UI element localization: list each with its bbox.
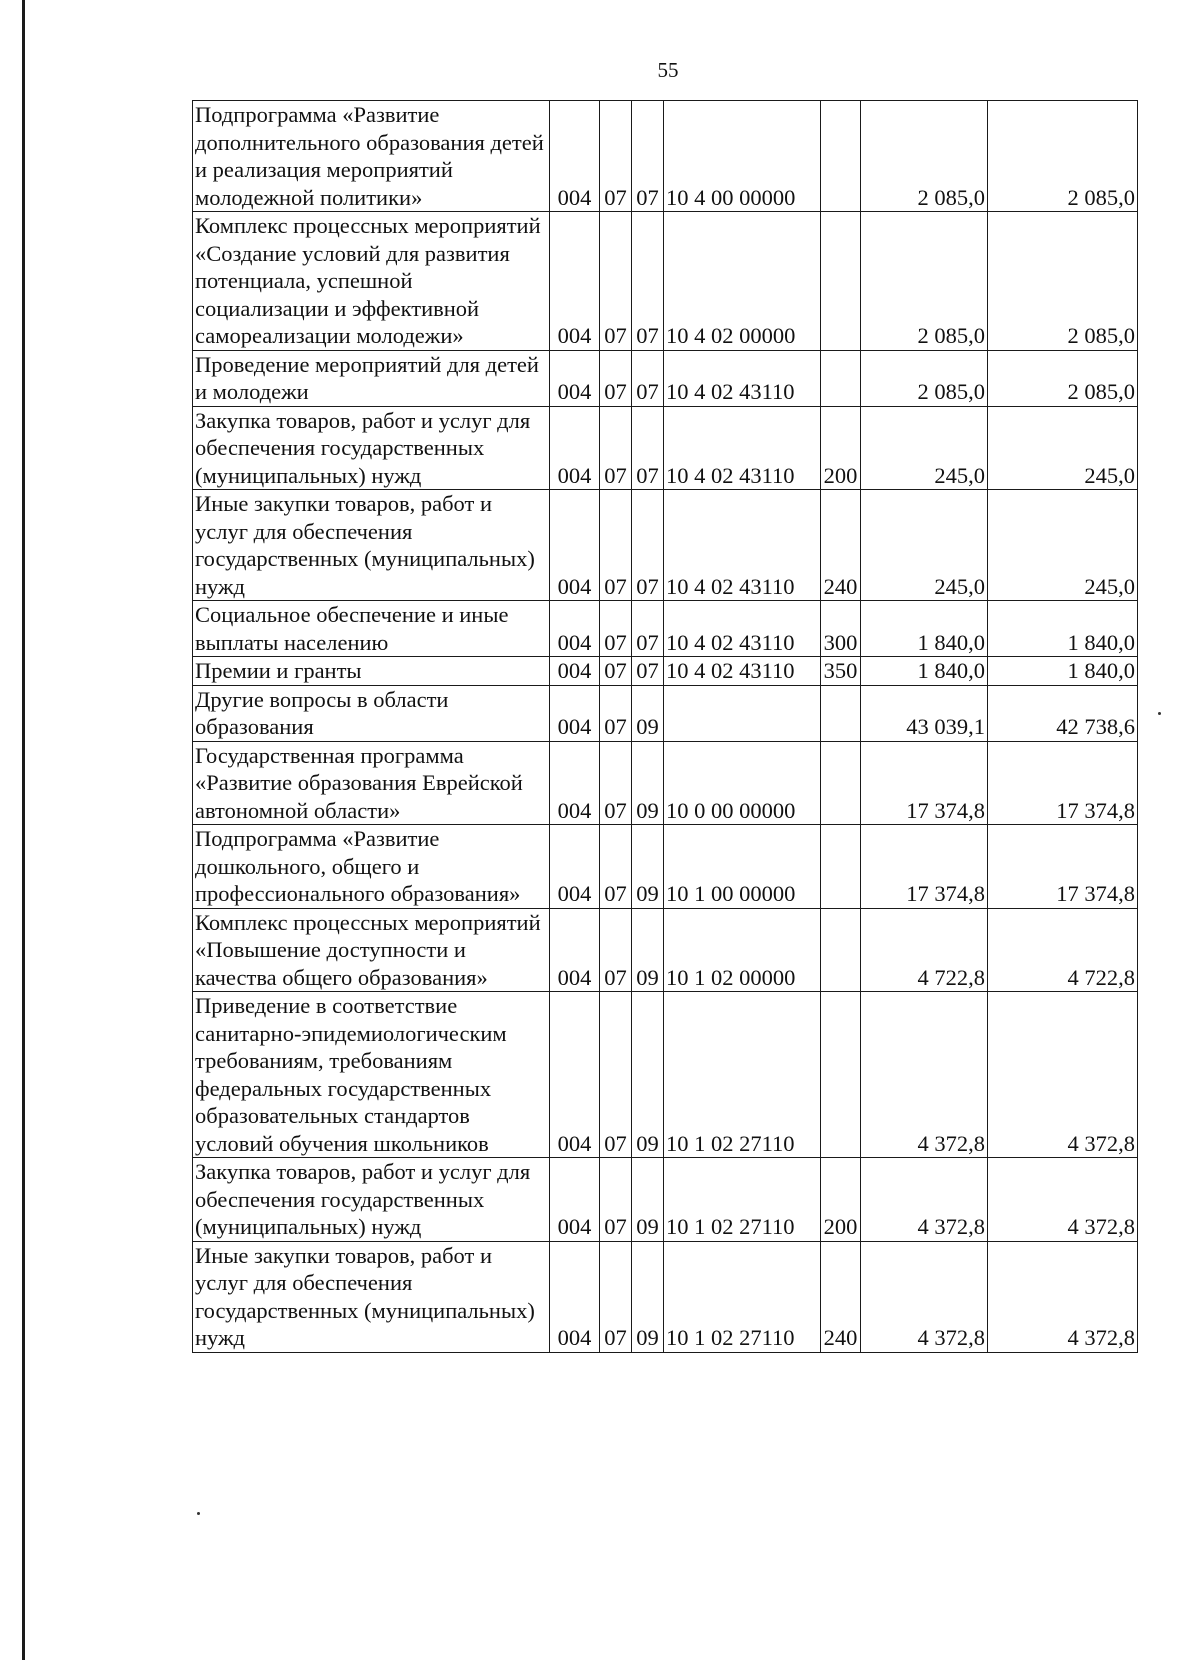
table-row — [193, 741, 1138, 825]
row-name-cell: Комплекс процессных мероприятий «Повышение доступности и качества общего образования» — [193, 908, 550, 992]
expense-type-cell: 200 — [821, 406, 861, 490]
row-name-cell: Подпрограмма «Развитие дошкольного, общего и профессионального образования» — [193, 825, 550, 909]
row-name-cell: Закупка товаров, работ и услуг для обеспечения государственных (муниципальных) нужд — [193, 1158, 550, 1242]
ministry-code-cell: 004 — [550, 825, 600, 909]
section-code-cell: 07 — [600, 601, 632, 657]
target-article-cell: 10 1 00 00000 — [664, 825, 821, 909]
subsection-code-cell: 07 — [632, 212, 664, 351]
row-name-cell: Другие вопросы в области образования — [193, 685, 550, 741]
target-article-cell: 10 1 02 27110 — [664, 992, 821, 1158]
ministry-code-cell: 004 — [550, 657, 600, 686]
section-code-cell: 07 — [600, 490, 632, 601]
expense-type-cell: 240 — [821, 1241, 861, 1352]
section-code-cell: 07 — [600, 350, 632, 406]
page-number: 55 — [657, 58, 679, 82]
subsection-code-cell: 07 — [632, 406, 664, 490]
section-code-cell: 07 — [600, 1241, 632, 1352]
table-row — [193, 685, 1138, 741]
amount-year1-cell: 4 722,8 — [861, 908, 988, 992]
target-article-cell: 10 4 02 43110 — [664, 657, 821, 686]
amount-year2-cell: 4 372,8 — [988, 992, 1138, 1158]
ministry-code-cell: 004 — [550, 1241, 600, 1352]
row-name-cell: Комплекс процессных мероприятий «Создание условий для развития потенциала, успешной социализации и эффективной самореализации молодежи» — [193, 212, 550, 351]
target-article-cell: 10 4 02 43110 — [664, 406, 821, 490]
amount-year2-cell: 2 085,0 — [988, 212, 1138, 351]
ministry-code-cell: 004 — [550, 406, 600, 490]
amount-year1-cell: 4 372,8 — [861, 1158, 988, 1242]
ministry-code-cell: 004 — [550, 1158, 600, 1242]
target-article-cell: 10 4 00 00000 — [664, 101, 821, 212]
budget-table-body — [193, 101, 1138, 1353]
subsection-code-cell: 07 — [632, 490, 664, 601]
amount-year2-cell: 245,0 — [988, 406, 1138, 490]
amount-year1-cell: 2 085,0 — [861, 350, 988, 406]
row-name-cell: Закупка товаров, работ и услуг для обеспечения государственных (муниципальных) нужд — [193, 406, 550, 490]
section-code-cell: 07 — [600, 1158, 632, 1242]
subsection-code-cell: 09 — [632, 825, 664, 909]
section-code-cell: 07 — [600, 685, 632, 741]
target-article-cell: 10 1 02 00000 — [664, 908, 821, 992]
amount-year1-cell: 4 372,8 — [861, 1241, 988, 1352]
row-name-cell: Иные закупки товаров, работ и услуг для обеспечения государственных (муниципальных) нужд — [193, 1241, 550, 1352]
scan-edge-line — [22, 0, 25, 1660]
section-code-cell: 07 — [600, 825, 632, 909]
amount-year2-cell: 2 085,0 — [988, 101, 1138, 212]
target-article-cell: 10 0 00 00000 — [664, 741, 821, 825]
section-code-cell: 07 — [600, 101, 632, 212]
subsection-code-cell: 09 — [632, 1158, 664, 1242]
subsection-code-cell: 07 — [632, 350, 664, 406]
target-article-cell: 10 1 02 27110 — [664, 1158, 821, 1242]
amount-year2-cell: 1 840,0 — [988, 601, 1138, 657]
table-row — [193, 908, 1138, 992]
ministry-code-cell: 004 — [550, 741, 600, 825]
scan-speck — [197, 1512, 200, 1515]
table-row — [193, 490, 1138, 601]
amount-year2-cell: 1 840,0 — [988, 657, 1138, 686]
amount-year2-cell: 245,0 — [988, 490, 1138, 601]
target-article-cell — [664, 685, 821, 741]
expense-type-cell: 200 — [821, 1158, 861, 1242]
amount-year1-cell: 1 840,0 — [861, 657, 988, 686]
table-row — [193, 212, 1138, 351]
amount-year2-cell: 17 374,8 — [988, 741, 1138, 825]
amount-year1-cell: 2 085,0 — [861, 101, 988, 212]
amount-year2-cell: 4 722,8 — [988, 908, 1138, 992]
subsection-code-cell: 09 — [632, 908, 664, 992]
row-name-cell: Подпрограмма «Развитие дополнительного образования детей и реализация мероприятий молодежной политики» — [193, 101, 550, 212]
ministry-code-cell: 004 — [550, 490, 600, 601]
subsection-code-cell: 07 — [632, 657, 664, 686]
subsection-code-cell: 09 — [632, 992, 664, 1158]
target-article-cell: 10 4 02 43110 — [664, 490, 821, 601]
row-name-cell: Проведение мероприятий для детей и молодежи — [193, 350, 550, 406]
expense-type-cell: 300 — [821, 601, 861, 657]
ministry-code-cell: 004 — [550, 908, 600, 992]
row-name-cell: Государственная программа «Развитие образования Еврейской автономной области» — [193, 741, 550, 825]
row-name-cell: Иные закупки товаров, работ и услуг для обеспечения государственных (муниципальных) нужд — [193, 490, 550, 601]
amount-year2-cell: 42 738,6 — [988, 685, 1138, 741]
section-code-cell: 07 — [600, 212, 632, 351]
expense-type-cell: 240 — [821, 490, 861, 601]
subsection-code-cell: 07 — [632, 101, 664, 212]
amount-year1-cell: 17 374,8 — [861, 741, 988, 825]
table-row — [193, 992, 1138, 1158]
table-row — [193, 657, 1138, 686]
section-code-cell: 07 — [600, 657, 632, 686]
amount-year1-cell: 245,0 — [861, 406, 988, 490]
ministry-code-cell: 004 — [550, 350, 600, 406]
expense-type-cell — [821, 908, 861, 992]
section-code-cell: 07 — [600, 908, 632, 992]
ministry-code-cell: 004 — [550, 601, 600, 657]
expense-type-cell — [821, 101, 861, 212]
expense-type-cell — [821, 992, 861, 1158]
subsection-code-cell: 09 — [632, 685, 664, 741]
amount-year2-cell: 4 372,8 — [988, 1158, 1138, 1242]
expense-type-cell — [821, 212, 861, 351]
amount-year1-cell: 17 374,8 — [861, 825, 988, 909]
expense-type-cell — [821, 741, 861, 825]
table-row — [193, 350, 1138, 406]
amount-year2-cell: 2 085,0 — [988, 350, 1138, 406]
subsection-code-cell: 09 — [632, 1241, 664, 1352]
table-row — [193, 1241, 1138, 1352]
expense-type-cell — [821, 825, 861, 909]
budget-table — [192, 100, 1138, 1353]
section-code-cell: 07 — [600, 741, 632, 825]
amount-year2-cell: 4 372,8 — [988, 1241, 1138, 1352]
target-article-cell: 10 4 02 00000 — [664, 212, 821, 351]
section-code-cell: 07 — [600, 992, 632, 1158]
ministry-code-cell: 004 — [550, 992, 600, 1158]
table-row — [193, 825, 1138, 909]
expense-type-cell: 350 — [821, 657, 861, 686]
target-article-cell: 10 4 02 43110 — [664, 350, 821, 406]
table-row — [193, 406, 1138, 490]
table-row — [193, 1158, 1138, 1242]
amount-year1-cell: 1 840,0 — [861, 601, 988, 657]
section-code-cell: 07 — [600, 406, 632, 490]
amount-year1-cell: 43 039,1 — [861, 685, 988, 741]
subsection-code-cell: 07 — [632, 601, 664, 657]
amount-year1-cell: 4 372,8 — [861, 992, 988, 1158]
row-name-cell: Социальное обеспечение и иные выплаты населению — [193, 601, 550, 657]
ministry-code-cell: 004 — [550, 685, 600, 741]
row-name-cell: Приведение в соответствие санитарно-эпидемиологическим требованиям, требованиям федеральных государственных образовательных стандартов условий обучения школьников — [193, 992, 550, 1158]
subsection-code-cell: 09 — [632, 741, 664, 825]
target-article-cell: 10 1 02 27110 — [664, 1241, 821, 1352]
table-row — [193, 601, 1138, 657]
ministry-code-cell: 004 — [550, 212, 600, 351]
target-article-cell: 10 4 02 43110 — [664, 601, 821, 657]
expense-type-cell — [821, 350, 861, 406]
scan-speck — [1158, 712, 1161, 715]
row-name-cell: Премии и гранты — [193, 657, 550, 686]
table-row — [193, 101, 1138, 212]
expense-type-cell — [821, 685, 861, 741]
amount-year1-cell: 2 085,0 — [861, 212, 988, 351]
amount-year1-cell: 245,0 — [861, 490, 988, 601]
amount-year2-cell: 17 374,8 — [988, 825, 1138, 909]
ministry-code-cell: 004 — [550, 101, 600, 212]
